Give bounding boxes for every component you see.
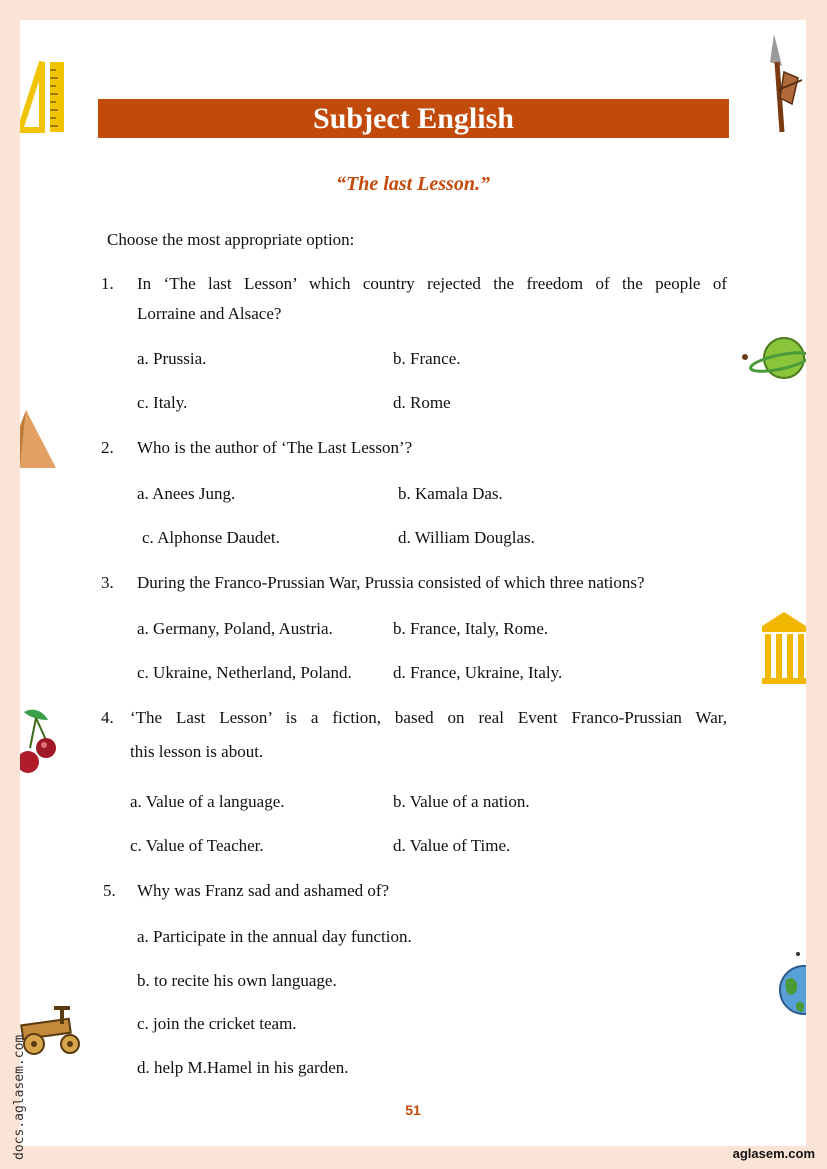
question-text: Who is the author of ‘The Last Lesson’? xyxy=(137,438,413,457)
option-b[interactable]: b. France. xyxy=(393,349,461,368)
option-d[interactable]: d. France, Ukraine, Italy. xyxy=(393,663,563,682)
pyramid-icon xyxy=(20,406,60,470)
question-number: 3. xyxy=(101,573,114,592)
option-c[interactable]: c. Ukraine, Netherland, Poland. xyxy=(137,663,352,682)
option-c[interactable]: c. join the cricket team. xyxy=(137,1014,297,1033)
lesson-title: “The last Lesson.” xyxy=(336,173,490,195)
question-text: Lorraine and Alsace? xyxy=(137,304,282,323)
question-text: ‘The Last Lesson’ is a fiction, based on real Event Franco-Prussian War, xyxy=(130,708,727,727)
option-d[interactable]: d. Rome xyxy=(393,393,451,412)
option-b[interactable]: b. to recite his own language. xyxy=(137,971,337,990)
cannon-icon xyxy=(20,1000,84,1058)
temple-icon xyxy=(760,610,806,686)
option-c[interactable]: c. Value of Teacher. xyxy=(130,836,264,855)
question-number: 5. xyxy=(103,881,116,900)
option-b[interactable]: b. France, Italy, Rome. xyxy=(393,619,549,638)
option-d[interactable]: d. help M.Hamel in his garden. xyxy=(137,1058,349,1077)
question-text: Why was Franz sad and ashamed of? xyxy=(137,881,390,900)
question-text: During the Franco-Prussian War, Prussia consisted of which three nations? xyxy=(137,573,645,592)
spear-icon xyxy=(768,34,806,134)
question-number: 2. xyxy=(101,438,114,457)
option-c[interactable]: c. Italy. xyxy=(137,393,188,412)
planet-icon xyxy=(740,332,806,384)
cherries-icon xyxy=(20,706,58,776)
option-d[interactable]: d. Value of Time. xyxy=(393,836,511,855)
instruction-text: Choose the most appropriate option: xyxy=(107,230,355,249)
option-b[interactable]: b. Kamala Das. xyxy=(398,484,503,503)
option-b[interactable]: b. Value of a nation. xyxy=(393,792,530,811)
option-a[interactable]: a. Anees Jung. xyxy=(137,484,236,503)
subject-title-banner: Subject English xyxy=(98,99,729,138)
question-text: In ‘The last Lesson’ which country rejected the freedom of the people of xyxy=(137,274,727,293)
question-number: 1. xyxy=(101,274,114,293)
option-a[interactable]: a. Germany, Poland, Austria. xyxy=(137,619,333,638)
page xyxy=(20,20,806,1146)
globe-icon xyxy=(776,950,806,1020)
question-text: this lesson is about. xyxy=(130,742,264,761)
ruler-icon xyxy=(20,60,66,134)
option-a[interactable]: a. Prussia. xyxy=(137,349,207,368)
question-number: 4. xyxy=(101,708,114,727)
option-d[interactable]: d. William Douglas. xyxy=(398,528,535,547)
page-number: 51 xyxy=(405,1102,421,1118)
option-a[interactable]: a. Participate in the annual day function. xyxy=(137,927,412,946)
watermark-text: docs.aglasem.com xyxy=(12,1034,27,1160)
brand-link[interactable]: aglasem.com xyxy=(732,1146,815,1161)
option-a[interactable]: a. Value of a language. xyxy=(130,792,285,811)
option-c[interactable]: c. Alphonse Daudet. xyxy=(142,528,280,547)
